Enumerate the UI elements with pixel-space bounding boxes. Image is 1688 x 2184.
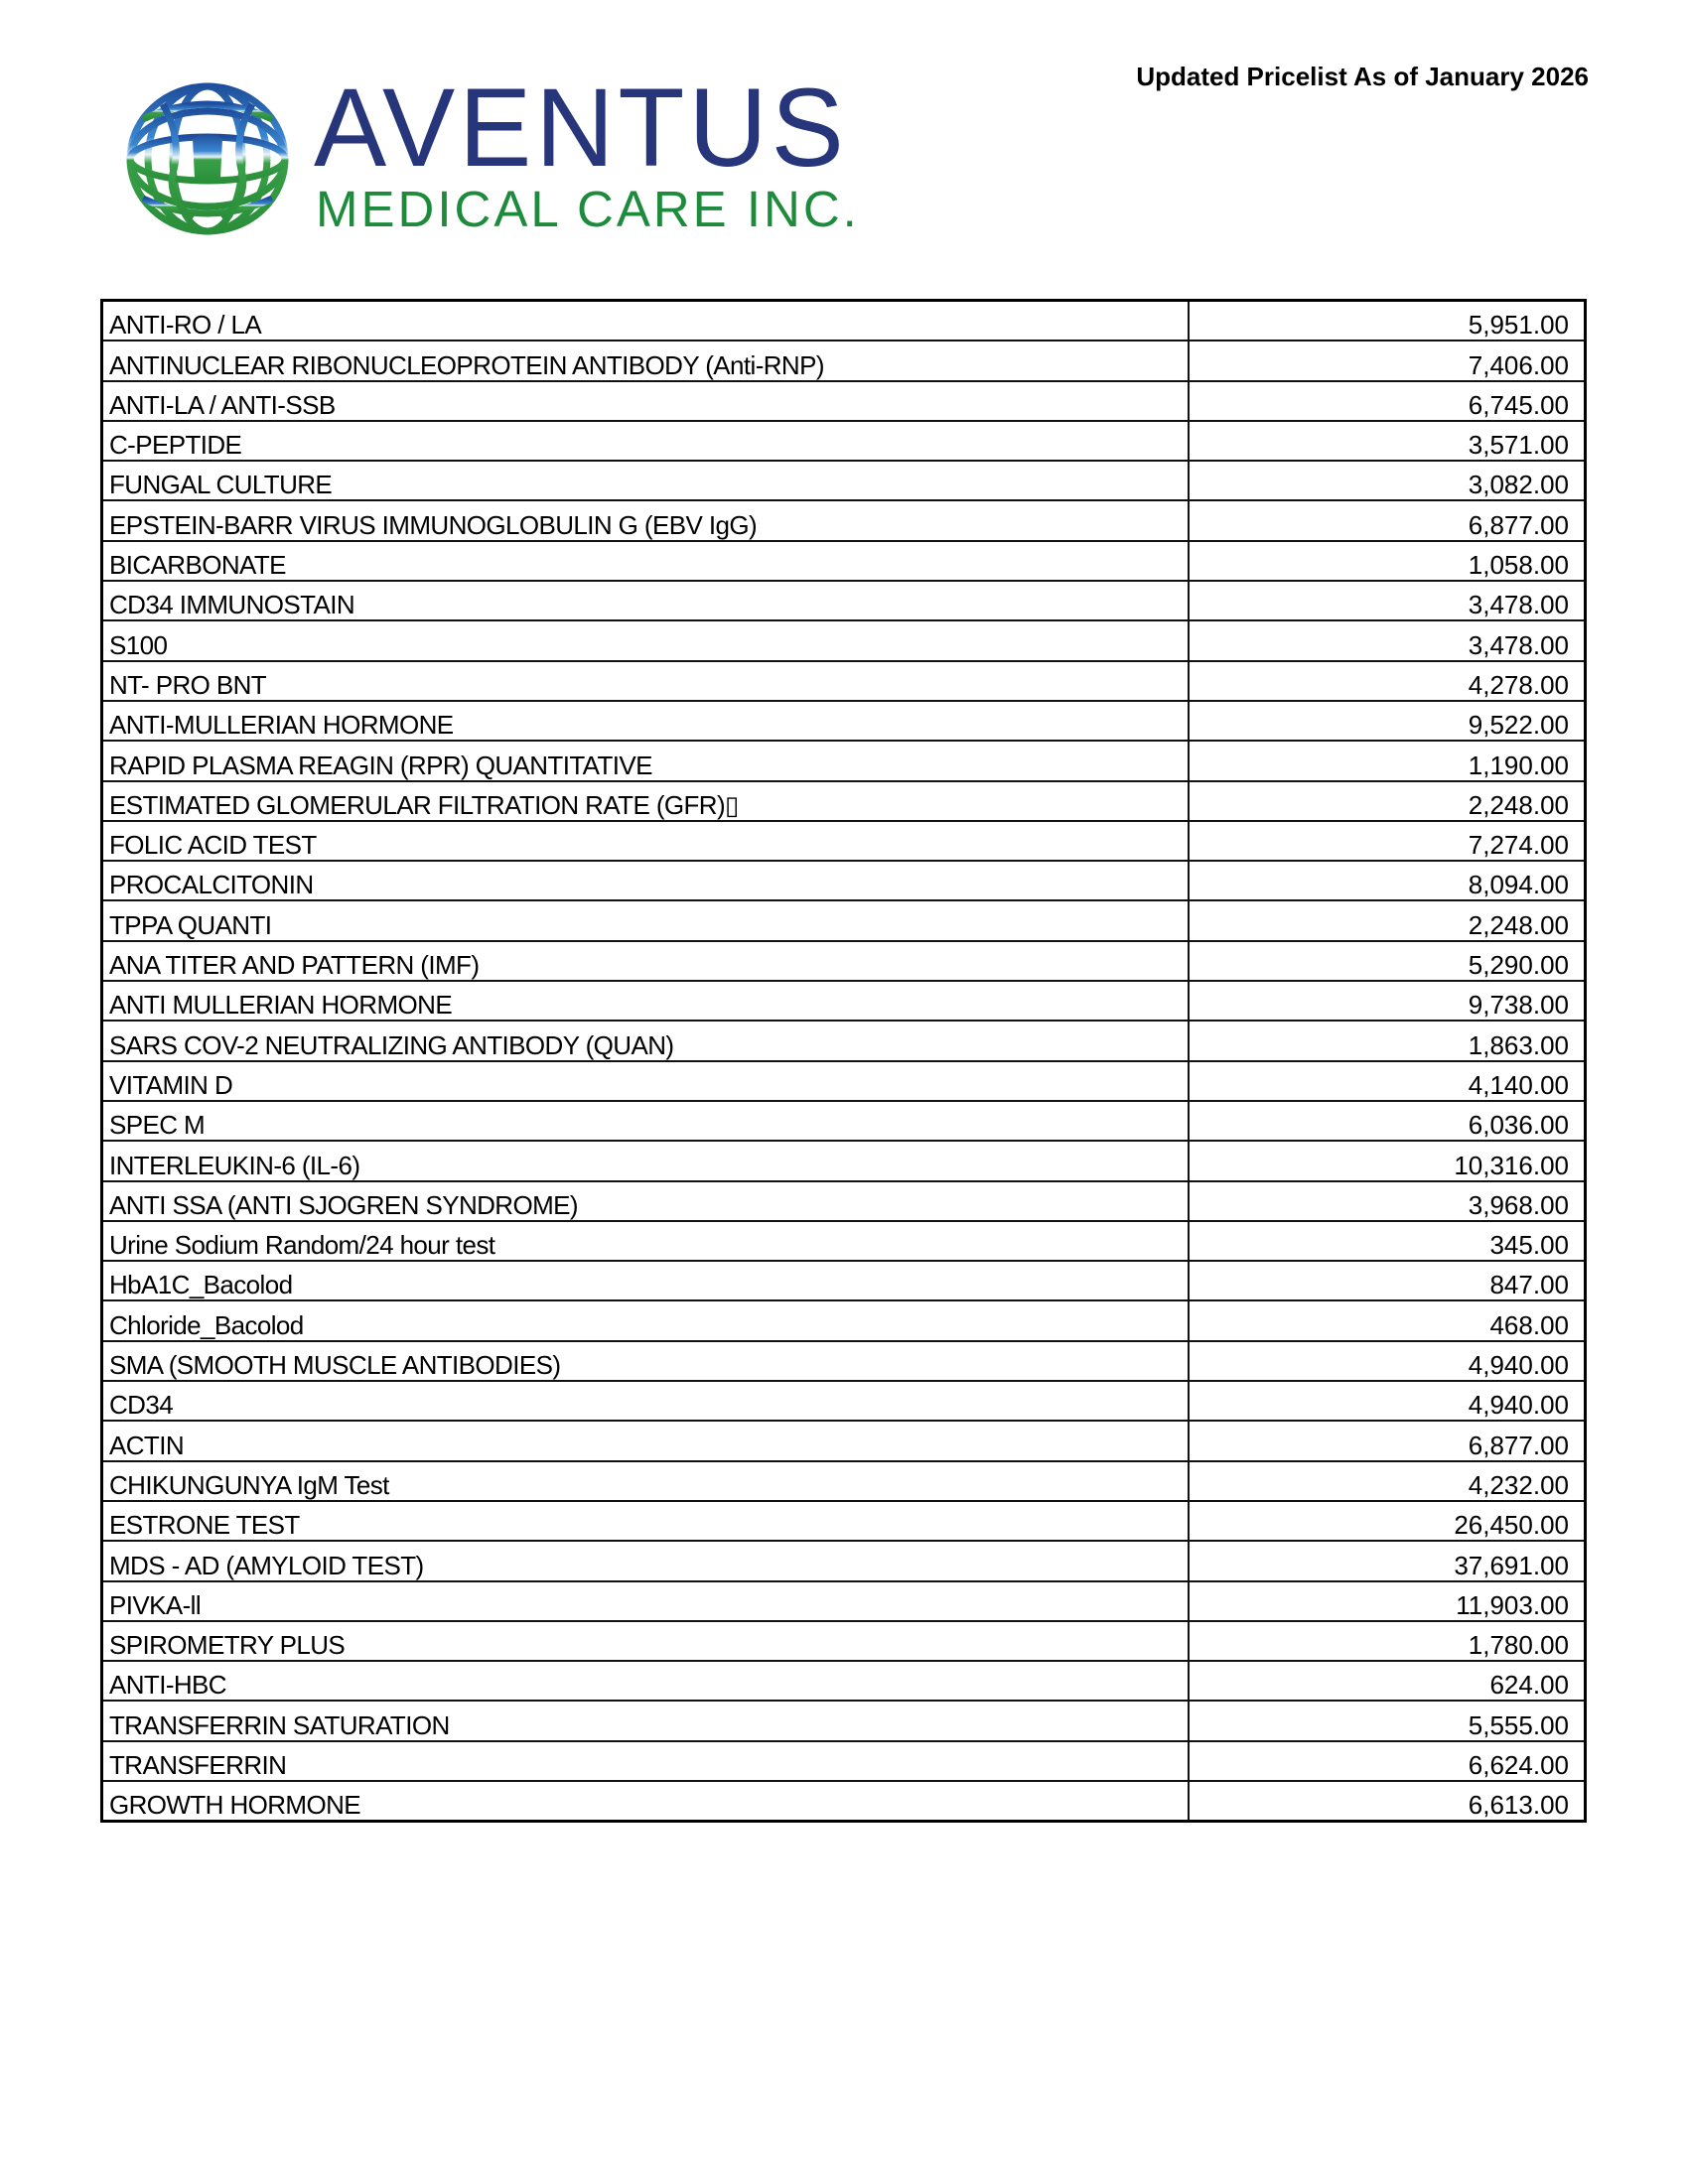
tree-globe-icon bbox=[123, 79, 292, 238]
price-cell: 2,248.00 bbox=[1189, 781, 1586, 821]
test-name-cell: ANTINUCLEAR RIBONUCLEOPROTEIN ANTIBODY (Anti-RNP) bbox=[102, 341, 1190, 380]
table-row bbox=[102, 1021, 1586, 1060]
table-row bbox=[102, 1741, 1586, 1781]
table-row bbox=[102, 500, 1586, 540]
price-cell: 6,877.00 bbox=[1189, 1421, 1586, 1460]
price-cell: 1,780.00 bbox=[1189, 1621, 1586, 1661]
table-row bbox=[102, 981, 1586, 1021]
test-name-cell: PIVKA-ll bbox=[102, 1581, 1190, 1621]
price-cell: 5,555.00 bbox=[1189, 1701, 1586, 1740]
price-cell: 1,190.00 bbox=[1189, 741, 1586, 780]
price-cell: 9,738.00 bbox=[1189, 981, 1586, 1021]
table-row bbox=[102, 941, 1586, 981]
table-row bbox=[102, 1701, 1586, 1740]
price-cell: 4,278.00 bbox=[1189, 661, 1586, 701]
price-cell: 6,745.00 bbox=[1189, 381, 1586, 421]
table-row bbox=[102, 581, 1586, 620]
price-cell: 7,406.00 bbox=[1189, 341, 1586, 380]
test-name-cell: ANTI-MULLERIAN HORMONE bbox=[102, 701, 1190, 741]
price-cell: 5,290.00 bbox=[1189, 941, 1586, 981]
price-cell: 4,940.00 bbox=[1189, 1381, 1586, 1421]
company-subtitle: MEDICAL CARE INC. bbox=[316, 181, 860, 237]
test-name-cell: TRANSFERRIN SATURATION bbox=[102, 1701, 1190, 1740]
table-row bbox=[102, 900, 1586, 940]
test-name-cell: Chloride_Bacolod bbox=[102, 1300, 1190, 1340]
table-row bbox=[102, 1661, 1586, 1701]
test-name-cell: SMA (SMOOTH MUSCLE ANTIBODIES) bbox=[102, 1341, 1190, 1381]
test-name-cell: FOLIC ACID TEST bbox=[102, 821, 1190, 861]
table-row bbox=[102, 1181, 1586, 1221]
price-cell: 4,232.00 bbox=[1189, 1461, 1586, 1501]
test-name-cell: MDS - AD (AMYLOID TEST) bbox=[102, 1541, 1190, 1580]
test-name-cell: FUNGAL CULTURE bbox=[102, 461, 1190, 500]
test-name-cell: GROWTH HORMONE bbox=[102, 1781, 1190, 1822]
price-cell: 26,450.00 bbox=[1189, 1501, 1586, 1541]
table-row bbox=[102, 1541, 1586, 1580]
test-name-cell: CD34 IMMUNOSTAIN bbox=[102, 581, 1190, 620]
table-row bbox=[102, 1101, 1586, 1141]
price-cell: 2,248.00 bbox=[1189, 900, 1586, 940]
price-cell: 3,478.00 bbox=[1189, 620, 1586, 660]
table-row bbox=[102, 1141, 1586, 1180]
table-row bbox=[102, 1381, 1586, 1421]
test-name-cell: INTERLEUKIN-6 (IL-6) bbox=[102, 1141, 1190, 1180]
price-cell: 6,036.00 bbox=[1189, 1101, 1586, 1141]
table-row bbox=[102, 381, 1586, 421]
price-cell: 8,094.00 bbox=[1189, 861, 1586, 900]
table-row bbox=[102, 341, 1586, 380]
price-cell: 624.00 bbox=[1189, 1661, 1586, 1701]
company-name: AVENTUS bbox=[314, 66, 848, 190]
test-name-cell: TRANSFERRIN bbox=[102, 1741, 1190, 1781]
price-cell: 9,522.00 bbox=[1189, 701, 1586, 741]
test-name-cell: TPPA QUANTI bbox=[102, 900, 1190, 940]
table-row bbox=[102, 1461, 1586, 1501]
price-cell: 11,903.00 bbox=[1189, 1581, 1586, 1621]
test-name-cell: CHIKUNGUNYA IgM Test bbox=[102, 1461, 1190, 1501]
test-name-cell: ESTRONE TEST bbox=[102, 1501, 1190, 1541]
table-row bbox=[102, 1501, 1586, 1541]
table-row bbox=[102, 461, 1586, 500]
price-cell: 1,058.00 bbox=[1189, 541, 1586, 581]
test-name-cell: VITAMIN D bbox=[102, 1061, 1190, 1101]
table-row bbox=[102, 1341, 1586, 1381]
test-name-cell: ANTI MULLERIAN HORMONE bbox=[102, 981, 1190, 1021]
test-name-cell: Urine Sodium Random/24 hour test bbox=[102, 1221, 1190, 1261]
price-cell: 3,478.00 bbox=[1189, 581, 1586, 620]
table-row bbox=[102, 781, 1586, 821]
price-cell: 5,951.00 bbox=[1189, 301, 1586, 341]
test-name-cell: HbA1C_Bacolod bbox=[102, 1261, 1190, 1300]
test-name-cell: SPIROMETRY PLUS bbox=[102, 1621, 1190, 1661]
test-name-cell: SPEC M bbox=[102, 1101, 1190, 1141]
test-name-cell: PROCALCITONIN bbox=[102, 861, 1190, 900]
price-cell: 10,316.00 bbox=[1189, 1141, 1586, 1180]
table-row bbox=[102, 620, 1586, 660]
test-name-cell: EPSTEIN-BARR VIRUS IMMUNOGLOBULIN G (EBV IgG) bbox=[102, 500, 1190, 540]
table-row bbox=[102, 1261, 1586, 1300]
test-name-cell: ANTI-HBC bbox=[102, 1661, 1190, 1701]
test-name-cell: BICARBONATE bbox=[102, 541, 1190, 581]
table-row bbox=[102, 1300, 1586, 1340]
price-cell: 7,274.00 bbox=[1189, 821, 1586, 861]
price-cell: 6,877.00 bbox=[1189, 500, 1586, 540]
table-row bbox=[102, 541, 1586, 581]
test-name-cell: SARS COV-2 NEUTRALIZING ANTIBODY (QUAN) bbox=[102, 1021, 1190, 1060]
pricelist-table bbox=[100, 299, 1587, 1823]
company-logo bbox=[119, 66, 904, 243]
price-cell: 6,624.00 bbox=[1189, 1741, 1586, 1781]
price-cell: 4,940.00 bbox=[1189, 1341, 1586, 1381]
test-name-cell: S100 bbox=[102, 620, 1190, 660]
test-name-cell: ANTI SSA (ANTI SJOGREN SYNDROME) bbox=[102, 1181, 1190, 1221]
price-cell: 4,140.00 bbox=[1189, 1061, 1586, 1101]
table-row bbox=[102, 741, 1586, 780]
price-cell: 37,691.00 bbox=[1189, 1541, 1586, 1580]
test-name-cell: CD34 bbox=[102, 1381, 1190, 1421]
price-cell: 847.00 bbox=[1189, 1261, 1586, 1300]
price-cell: 3,968.00 bbox=[1189, 1181, 1586, 1221]
table-row bbox=[102, 1781, 1586, 1822]
test-name-cell: NT- PRO BNT bbox=[102, 661, 1190, 701]
price-cell: 345.00 bbox=[1189, 1221, 1586, 1261]
pricelist-body bbox=[102, 301, 1586, 1822]
table-row bbox=[102, 1061, 1586, 1101]
table-row bbox=[102, 1621, 1586, 1661]
test-name-cell: C-PEPTIDE bbox=[102, 421, 1190, 461]
table-row bbox=[102, 701, 1586, 741]
test-name-cell: ACTIN bbox=[102, 1421, 1190, 1460]
test-name-cell: ESTIMATED GLOMERULAR FILTRATION RATE (GFR)▯ bbox=[102, 781, 1190, 821]
table-row bbox=[102, 661, 1586, 701]
test-name-cell: RAPID PLASMA REAGIN (RPR) QUANTITATIVE bbox=[102, 741, 1190, 780]
pricelist-date-heading: Updated Pricelist As of January 2026 bbox=[1136, 62, 1589, 91]
table-row bbox=[102, 821, 1586, 861]
table-row bbox=[102, 1221, 1586, 1261]
price-cell: 3,082.00 bbox=[1189, 461, 1586, 500]
table-row bbox=[102, 421, 1586, 461]
table-row bbox=[102, 861, 1586, 900]
table-row bbox=[102, 1581, 1586, 1621]
table-row bbox=[102, 301, 1586, 341]
test-name-cell: ANTI-LA / ANTI-SSB bbox=[102, 381, 1190, 421]
table-row bbox=[102, 1421, 1586, 1460]
test-name-cell: ANA TITER AND PATTERN (IMF) bbox=[102, 941, 1190, 981]
price-cell: 3,571.00 bbox=[1189, 421, 1586, 461]
test-name-cell: ANTI-RO / LA bbox=[102, 301, 1190, 341]
price-cell: 1,863.00 bbox=[1189, 1021, 1586, 1060]
price-cell: 468.00 bbox=[1189, 1300, 1586, 1340]
price-cell: 6,613.00 bbox=[1189, 1781, 1586, 1822]
